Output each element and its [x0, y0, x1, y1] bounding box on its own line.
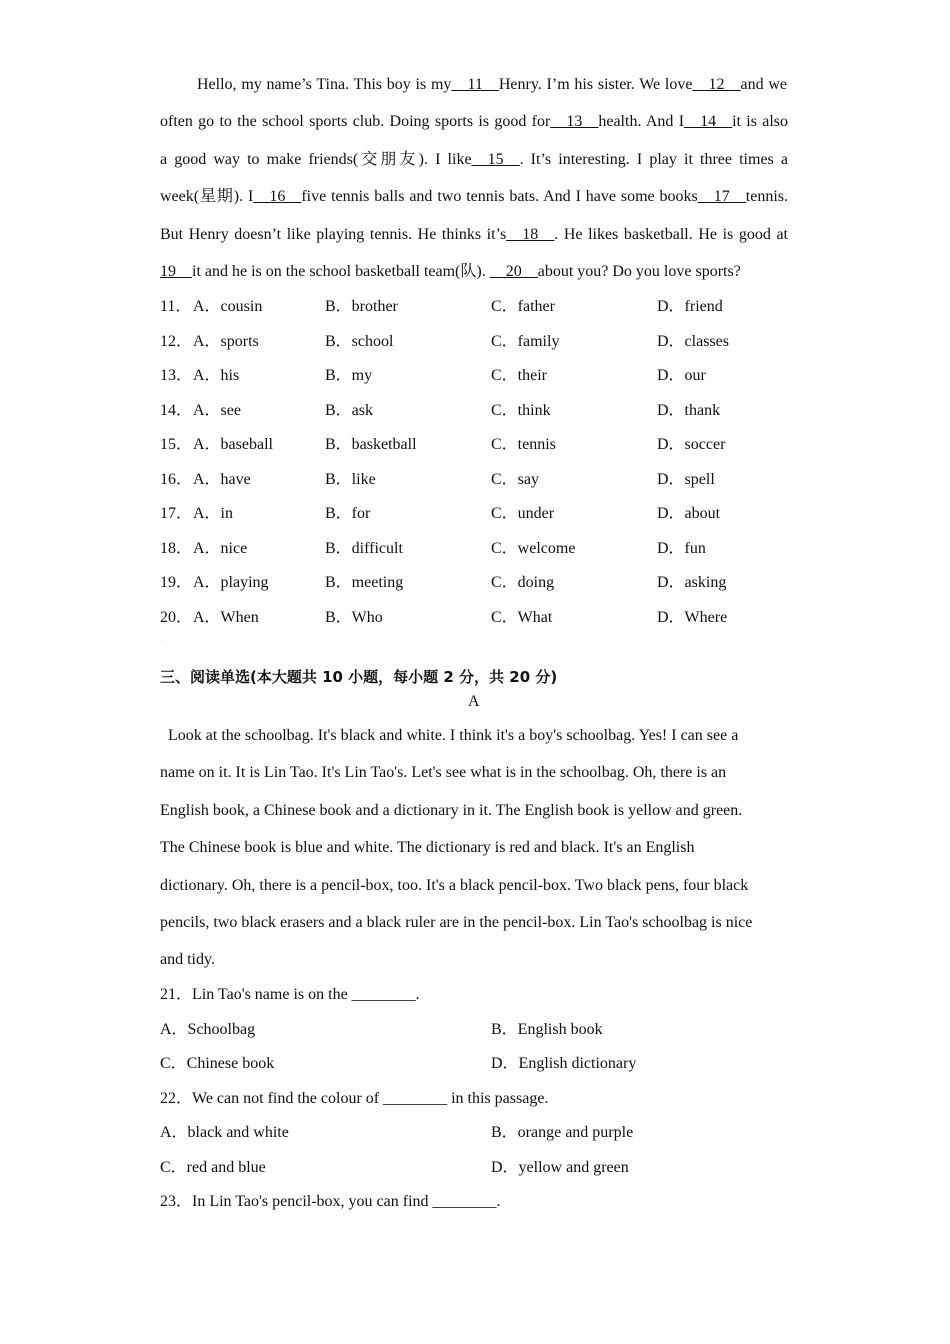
- answer-blank: __16__: [253, 188, 302, 205]
- cloze-line: [197, 75, 787, 95]
- answer-option: A．have: [193, 470, 251, 488]
- answer-option: C．Chinese book: [160, 1055, 275, 1072]
- answer-option: C．welcome: [491, 539, 576, 557]
- passage-text: . He likes basketball. He is good at: [554, 226, 788, 243]
- answer-option: D．thank: [657, 401, 721, 419]
- passage-text: it is also: [732, 113, 789, 130]
- answer-option: A．When: [193, 608, 259, 626]
- passage-text: it and he is on the school basketball team(队).: [192, 263, 490, 280]
- reading-passage-line: Look at the schoolbag. It's black and white. I think it's a boy's schoolbag. Yes! I can see a: [160, 727, 739, 744]
- answer-option: B．school: [325, 332, 394, 350]
- answer-option: A．Schoolbag: [160, 1020, 256, 1038]
- answer-option: D．soccer: [657, 436, 726, 453]
- answer-blank: 19__: [160, 263, 192, 280]
- answer-blank: __15__: [471, 151, 520, 168]
- reading-passage-line: English book, a Chinese book and a dictionary in it. The English book is yellow and green.: [160, 801, 743, 819]
- passage-text: Henry. I’m his sister. We love: [498, 76, 693, 93]
- answer-option: D．asking: [657, 574, 727, 591]
- answer-option: C．doing: [491, 574, 555, 591]
- answer-option: C．red and blue: [160, 1158, 266, 1176]
- answer-option: A．see: [193, 401, 241, 419]
- answer-option: B．English book: [491, 1020, 603, 1038]
- answer-option: C．say: [491, 470, 540, 488]
- answer-option: A．nice: [193, 539, 248, 557]
- answer-option: D．Where: [657, 608, 728, 626]
- cloze-line: [160, 112, 788, 132]
- answer-option: A．in: [193, 505, 234, 522]
- answer-option: B．orange and purple: [491, 1124, 634, 1141]
- answer-option: B．meeting: [325, 574, 404, 591]
- question-stem: 21．Lin Tao's name is on the ________.: [160, 986, 420, 1003]
- reading-passage-line: pencils, two black erasers and a black ruler are in the pencil-box. Lin Tao's schoolbag is nice: [160, 914, 753, 931]
- answer-option: A．black and white: [160, 1124, 289, 1141]
- answer-option: B．Who: [325, 608, 383, 626]
- question-stem: 23．In Lin Tao's pencil-box, you can find ________.: [160, 1193, 501, 1210]
- passage-text: and we: [740, 76, 787, 93]
- answer-option: A．baseball: [193, 436, 273, 453]
- answer-option: D．friend: [657, 298, 723, 315]
- question-number: 16．: [160, 470, 193, 488]
- answer-blank: __13__: [550, 113, 599, 130]
- question-number: 11．: [160, 298, 192, 315]
- answer-option: D．English dictionary: [491, 1055, 637, 1072]
- answer-blank: __14__: [684, 113, 733, 130]
- answer-blank: __18__: [506, 226, 555, 243]
- question-number: 20．: [160, 608, 193, 626]
- passage-text: tennis.: [745, 188, 788, 205]
- cloze-line: [160, 187, 788, 207]
- answer-blank: __11__: [451, 76, 499, 93]
- answer-option: A．cousin: [193, 298, 263, 315]
- passage-text: about you? Do you love sports?: [537, 263, 741, 280]
- answer-option: C．under: [491, 505, 555, 522]
- answer-option: B．like: [325, 470, 376, 488]
- reading-passage-line: and tidy.: [160, 951, 215, 969]
- question-number: 17．: [160, 505, 193, 522]
- answer-option: D．our: [657, 367, 706, 384]
- question-number: 18．: [160, 539, 193, 557]
- answer-option: C．family: [491, 332, 560, 350]
- cloze-line: [160, 225, 788, 245]
- passage-text: week(星期). I: [160, 188, 254, 205]
- passage-text: health. And I: [598, 113, 685, 130]
- answer-option: C．father: [491, 298, 555, 315]
- answer-blank: __20__: [489, 263, 538, 280]
- answer-option: C．tennis: [491, 436, 556, 453]
- section-heading: 三、阅读单选(本大题共 10 小题，每小题 2 分，共 20 分): [160, 668, 558, 686]
- question-number: 15．: [160, 436, 193, 453]
- answer-option: D．yellow and green: [491, 1158, 629, 1176]
- cloze-line: [160, 262, 788, 282]
- question-number: 14．: [160, 401, 193, 419]
- passage-text: . It’s interesting. I play it three times a: [519, 151, 788, 168]
- answer-option: D．classes: [657, 332, 729, 350]
- passage-text: often go to the school sports club. Doing sports is good for: [160, 113, 551, 130]
- answer-option: B．brother: [325, 298, 398, 315]
- answer-option: D．about: [657, 505, 721, 522]
- passage-text: Hello, my name’s Tina. This boy is my: [197, 76, 452, 93]
- answer-option: D．spell: [657, 470, 715, 488]
- question-number: 12．: [160, 332, 193, 350]
- answer-option: A．playing: [193, 574, 269, 591]
- answer-option: C．What: [491, 608, 553, 626]
- answer-option: B．basketball: [325, 436, 417, 453]
- reading-passage-line: The Chinese book is blue and white. The dictionary is red and black. It's an English: [160, 839, 695, 857]
- cloze-line: [160, 150, 788, 170]
- answer-blank: __12__: [692, 76, 741, 93]
- answer-blank: __17__: [697, 188, 746, 205]
- passage-text: But Henry doesn’t like playing tennis. He thinks it’s: [160, 226, 507, 243]
- answer-option: B．difficult: [325, 539, 403, 557]
- paragraph-mark: ·: [160, 637, 163, 646]
- answer-option: D．fun: [657, 539, 706, 557]
- question-number: 19．: [160, 574, 193, 591]
- passage-label: A: [468, 693, 480, 710]
- answer-option: B．ask: [325, 401, 374, 419]
- question-stem: 22．We can not find the colour of ________ in this passage.: [160, 1089, 549, 1107]
- reading-passage-line: name on it. It is Lin Tao. It's Lin Tao's. Let's see what is in the schoolbag. Oh, there is an: [160, 764, 727, 782]
- passage-text: a good way to make friends(交朋友). I like: [160, 151, 472, 168]
- answer-option: C．their: [491, 367, 547, 384]
- answer-option: B．for: [325, 505, 371, 522]
- answer-option: A．sports: [193, 332, 259, 350]
- question-number: 13．: [160, 367, 193, 384]
- reading-passage-line: dictionary. Oh, there is a pencil-box, too. It's a black pencil-box. Two black pens, four black: [160, 876, 749, 894]
- answer-option: C．think: [491, 401, 551, 419]
- passage-text: five tennis balls and two tennis bats. And I have some books: [301, 188, 698, 205]
- answer-option: B．my: [325, 367, 373, 384]
- answer-option: A．his: [193, 367, 240, 384]
